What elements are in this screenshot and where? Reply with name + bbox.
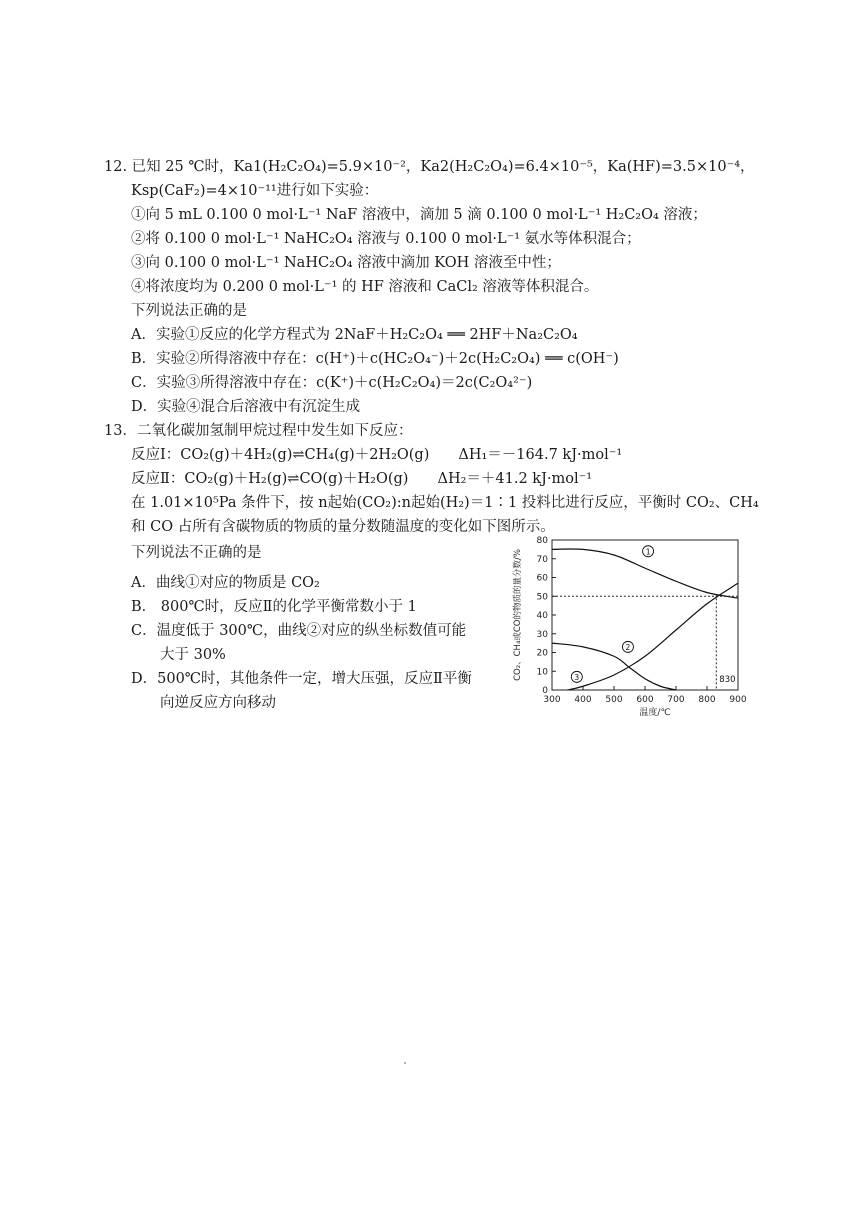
q12-experiment-4: ④将浓度均为 0.200 0 mol·L⁻¹ 的 HF 溶液和 CaCl₂ 溶液等体积混合。 <box>131 279 599 295</box>
x-tick-label: 400 <box>574 695 592 705</box>
mole-fraction-chart <box>508 532 753 727</box>
q12-option-b: B．实验②所得溶液中存在：c(H⁺)＋c(HC₂O₄⁻)＋2c(H₂C₂O₄) ══ c(OH⁻) <box>131 351 619 367</box>
q12-option-a: A．实验①反应的化学方程式为 2NaF＋H₂C₂O₄ ══ 2HF＋Na₂C₂O₄ <box>131 327 578 343</box>
series-label: 2 <box>625 642 631 652</box>
x-tick-label: 900 <box>729 695 747 705</box>
q13-option-d-line1: D．500℃时，其他条件一定，增大压强，反应Ⅱ平衡 <box>131 671 472 687</box>
q12-stem-line2: Ksp(CaF₂)=4×10⁻¹¹进行如下实验： <box>131 183 379 199</box>
x-tick-label: 500 <box>605 695 623 705</box>
y-tick-label: 10 <box>536 667 548 678</box>
x-tick-label: 700 <box>667 695 685 705</box>
q13-stem-line2: 在 1.01×10⁵Pa 条件下，按 n起始(CO₂):n起始(H₂)＝1∶1 投料比进行反应，平衡时 CO₂、CH₄ <box>131 495 759 511</box>
series-line-③ <box>568 583 739 690</box>
q12-experiment-3: ③向 0.100 0 mol·L⁻¹ NaHC₂O₄ 溶液中滴加 KOH 溶液至中性； <box>131 255 561 271</box>
series-line-① <box>552 549 738 598</box>
y-tick-label: 40 <box>536 611 548 621</box>
q13-reaction-1: 反应Ⅰ：CO₂(g)＋4H₂(g)⇌CH₄(g)＋2H₂O(g) ΔH₁＝－164.7 kJ·mol⁻¹ <box>131 447 623 463</box>
chart-axes <box>552 540 738 690</box>
q12-experiment-2: ②将 0.100 0 mol·L⁻¹ NaHC₂O₄ 溶液与 0.100 0 mol·L⁻¹ 氨水等体积混合； <box>131 231 641 247</box>
y-tick-label: 30 <box>536 629 548 640</box>
x-axis-label: 温度/℃ <box>639 708 671 718</box>
q13-stem-line1: 13．二氧化碳加氢制甲烷过程中发生如下反应： <box>104 423 413 439</box>
x-tick-label: 800 <box>698 695 716 705</box>
q12-prompt: 下列说法正确的是 <box>131 303 247 319</box>
q12-experiment-1: ①向 5 mL 0.100 0 mol·L⁻¹ NaF 溶液中，滴加 5 滴 0.100 0 mol·L⁻¹ H₂C₂O₄ 溶液； <box>131 207 707 223</box>
series-label: 3 <box>574 672 580 682</box>
chart-labels-layer <box>512 536 747 718</box>
q13-reaction-2: 反应Ⅱ：CO₂(g)＋H₂(g)⇌CO(g)＋H₂O(g) ΔH₂＝＋41.2 kJ·mol⁻¹ <box>131 471 593 487</box>
q13-option-a: A．曲线①对应的物质是 CO₂ <box>131 575 320 591</box>
plot-frame <box>552 540 738 690</box>
q12-option-d: D．实验④混合后溶液中有沉淀生成 <box>131 399 361 415</box>
q12-stem-line1: 12. 已知 25 ℃时，Ka1(H₂C₂O₄)=5.9×10⁻²，Ka2(H₂C₂O₄)=6.4×10⁻⁵，Ka(HF)=3.5×10⁻⁴， <box>104 159 755 175</box>
q13-option-b: B． 800℃时，反应Ⅱ的化学平衡常数小于 1 <box>131 599 417 615</box>
q13-option-d-line2: 向逆反应方向移动 <box>160 695 276 711</box>
x-tick-label: 300 <box>543 695 561 705</box>
y-tick-label: 0 <box>542 686 548 696</box>
q13-prompt: 下列说法不正确的是 <box>131 545 262 561</box>
y-tick-label: 50 <box>536 592 548 603</box>
annotation-830: 830 <box>719 675 736 685</box>
y-tick-label: 80 <box>536 536 548 546</box>
x-tick-label: 600 <box>636 695 654 705</box>
y-tick-label: 20 <box>536 648 548 659</box>
y-tick-label: 60 <box>536 573 548 584</box>
series-line-② <box>552 643 676 690</box>
q12-option-c: C．实验③所得溶液中存在：c(K⁺)＋c(H₂C₂O₄)＝2c(C₂O₄²⁻) <box>131 375 533 391</box>
q13-stem-line3: 和 CO 占所有含碳物质的物质的量分数随温度的变化如下图所示。 <box>131 519 555 535</box>
q13-option-c-line2: 大于 30% <box>160 647 226 663</box>
q13-option-c-line1: C．温度低于 300℃，曲线②对应的纵坐标数值可能 <box>131 623 467 639</box>
y-tick-label: 70 <box>536 554 548 565</box>
stray-dot <box>404 1062 406 1064</box>
chart-series-layer <box>552 549 738 690</box>
y-axis-label: CO₂、CH₄或CO的物质的量分数/% <box>513 549 523 681</box>
series-label: 1 <box>645 547 651 557</box>
